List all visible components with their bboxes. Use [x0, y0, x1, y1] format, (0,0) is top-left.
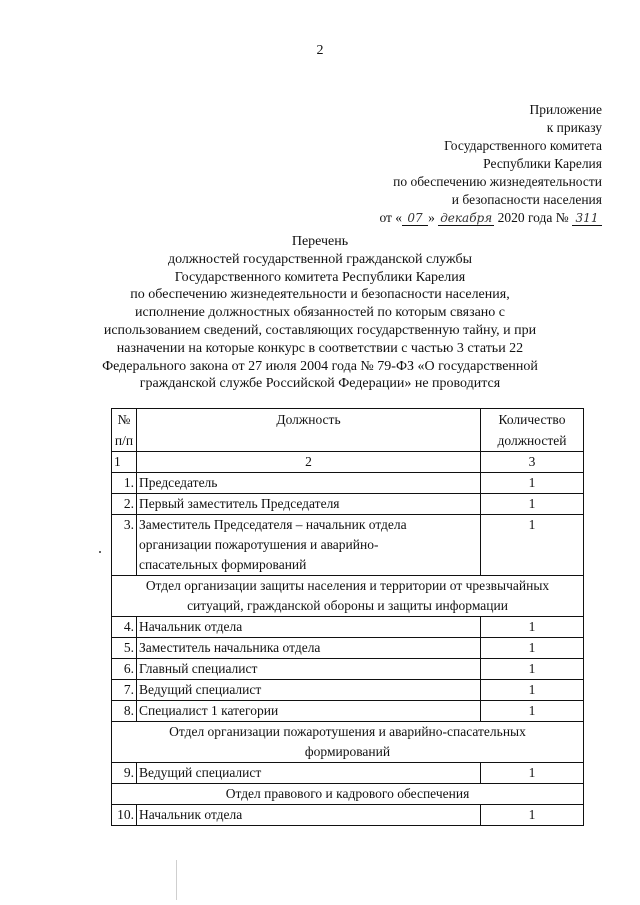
order-prefix: от « [379, 210, 403, 225]
row-position: Начальник отдела [137, 805, 481, 826]
row-number: 8. [112, 701, 137, 722]
table-row [112, 680, 584, 701]
row-number: 5. [112, 638, 137, 659]
row-number: 7. [112, 680, 137, 701]
appendix-line: к приказу [546, 120, 602, 135]
row-count: 1 [481, 617, 584, 638]
row-position: Главный специалист [137, 659, 481, 680]
header-count-line: Количество [498, 412, 566, 427]
header-num [112, 409, 137, 452]
row-position-line: спасательных формирований [139, 557, 307, 572]
row-count: 1 [481, 659, 584, 680]
title-line: Государственного комитета Республики Карелия [174, 269, 466, 285]
table-row [112, 494, 584, 515]
table-header-row [112, 409, 584, 452]
positions-table [111, 408, 584, 826]
row-number: 3. [112, 515, 137, 576]
row-count: 1 [481, 638, 584, 659]
title-line: гражданской службе Российской Федерации» не проводится [139, 376, 501, 392]
appendix-line: и безопасности населения [451, 192, 602, 207]
appendix-line: Республики Карелия [483, 156, 602, 171]
page-number: 2 [316, 43, 324, 58]
section-title [112, 722, 584, 763]
row-number: 1. [112, 473, 137, 494]
row-position: Первый заместитель Председателя [137, 494, 481, 515]
row-count: 1 [481, 494, 584, 515]
section-title-line: Отдел организации пожаротушения и аварийно-спасательных [169, 724, 526, 739]
section-row [112, 722, 584, 763]
row-position: Ведущий специалист [137, 763, 481, 784]
column-number: 1 [112, 452, 137, 473]
section-title-line: Отдел организации защиты населения и территории от чрезвычайных [145, 578, 550, 593]
appendix-line: по обеспечению жизнедеятельности [393, 174, 602, 189]
title-line: использованием сведений, составляющих государственную тайну, и при [103, 322, 537, 338]
header-position: Должность [137, 409, 481, 452]
scan-speck [99, 551, 101, 553]
column-number: 3 [481, 452, 584, 473]
table-row [112, 473, 584, 494]
title-line: исполнение должностных обязанностей по которым связано с [134, 305, 506, 321]
row-position: Председатель [137, 473, 481, 494]
row-number: 10. [112, 805, 137, 826]
header-count [481, 409, 584, 452]
order-year: 2020 года № [497, 210, 569, 225]
order-month-handwritten: декабря [438, 211, 494, 226]
table-row [112, 805, 584, 826]
row-position-line: Заместитель Председателя – начальник отдела [139, 517, 407, 532]
table-row [112, 701, 584, 722]
row-position: Специалист 1 категории [137, 701, 481, 722]
title-line: Федерального закона от 27 июля 2004 года № 79-ФЗ «О государственной [102, 358, 538, 374]
row-count: 1 [481, 515, 584, 576]
row-position: Ведущий специалист [137, 680, 481, 701]
table-row [112, 638, 584, 659]
title-line: по обеспечению жизнедеятельности и безопасности населения, [130, 287, 510, 303]
title-line: Перечень [291, 234, 349, 249]
column-number: 2 [137, 452, 481, 473]
order-mid: » [428, 210, 435, 225]
section-title-line: формирований [304, 744, 391, 759]
order-number-handwritten: 311 [572, 211, 602, 226]
title-line: должностей государственной гражданской службы [167, 251, 473, 267]
section-title [112, 576, 584, 617]
row-number: 6. [112, 659, 137, 680]
order-date-line [302, 209, 602, 227]
table-row [112, 515, 584, 576]
order-day-handwritten: 07 [402, 211, 428, 226]
appendix-line: Приложение [529, 102, 602, 117]
row-number: 4. [112, 617, 137, 638]
title-line: назначении на которые конкурс в соответствии с частью 3 статьи 22 [116, 340, 524, 356]
appendix-header [302, 101, 602, 227]
row-position: Начальник отдела [137, 617, 481, 638]
scan-artifact-line [176, 860, 177, 900]
section-title-line: ситуаций, гражданской обороны и защиты информации [187, 598, 508, 613]
row-number: 2. [112, 494, 137, 515]
column-number-row [112, 452, 584, 473]
row-count: 1 [481, 805, 584, 826]
row-count: 1 [481, 473, 584, 494]
table-row [112, 659, 584, 680]
row-count: 1 [481, 701, 584, 722]
row-count: 1 [481, 763, 584, 784]
document-title [90, 233, 550, 393]
section-row [112, 784, 584, 805]
section-title: Отдел правового и кадрового обеспечения [112, 784, 584, 805]
table-row [112, 617, 584, 638]
row-count: 1 [481, 680, 584, 701]
section-row [112, 576, 584, 617]
row-number: 9. [112, 763, 137, 784]
row-position-line: организации пожаротушения и аварийно- [139, 537, 379, 552]
appendix-line: Государственного комитета [444, 138, 602, 153]
header-num-line: п/п [114, 433, 134, 448]
header-num-line: № [117, 412, 131, 427]
row-position [137, 515, 481, 576]
table-row [112, 763, 584, 784]
row-position: Заместитель начальника отдела [137, 638, 481, 659]
header-count-line: должностей [497, 433, 567, 448]
